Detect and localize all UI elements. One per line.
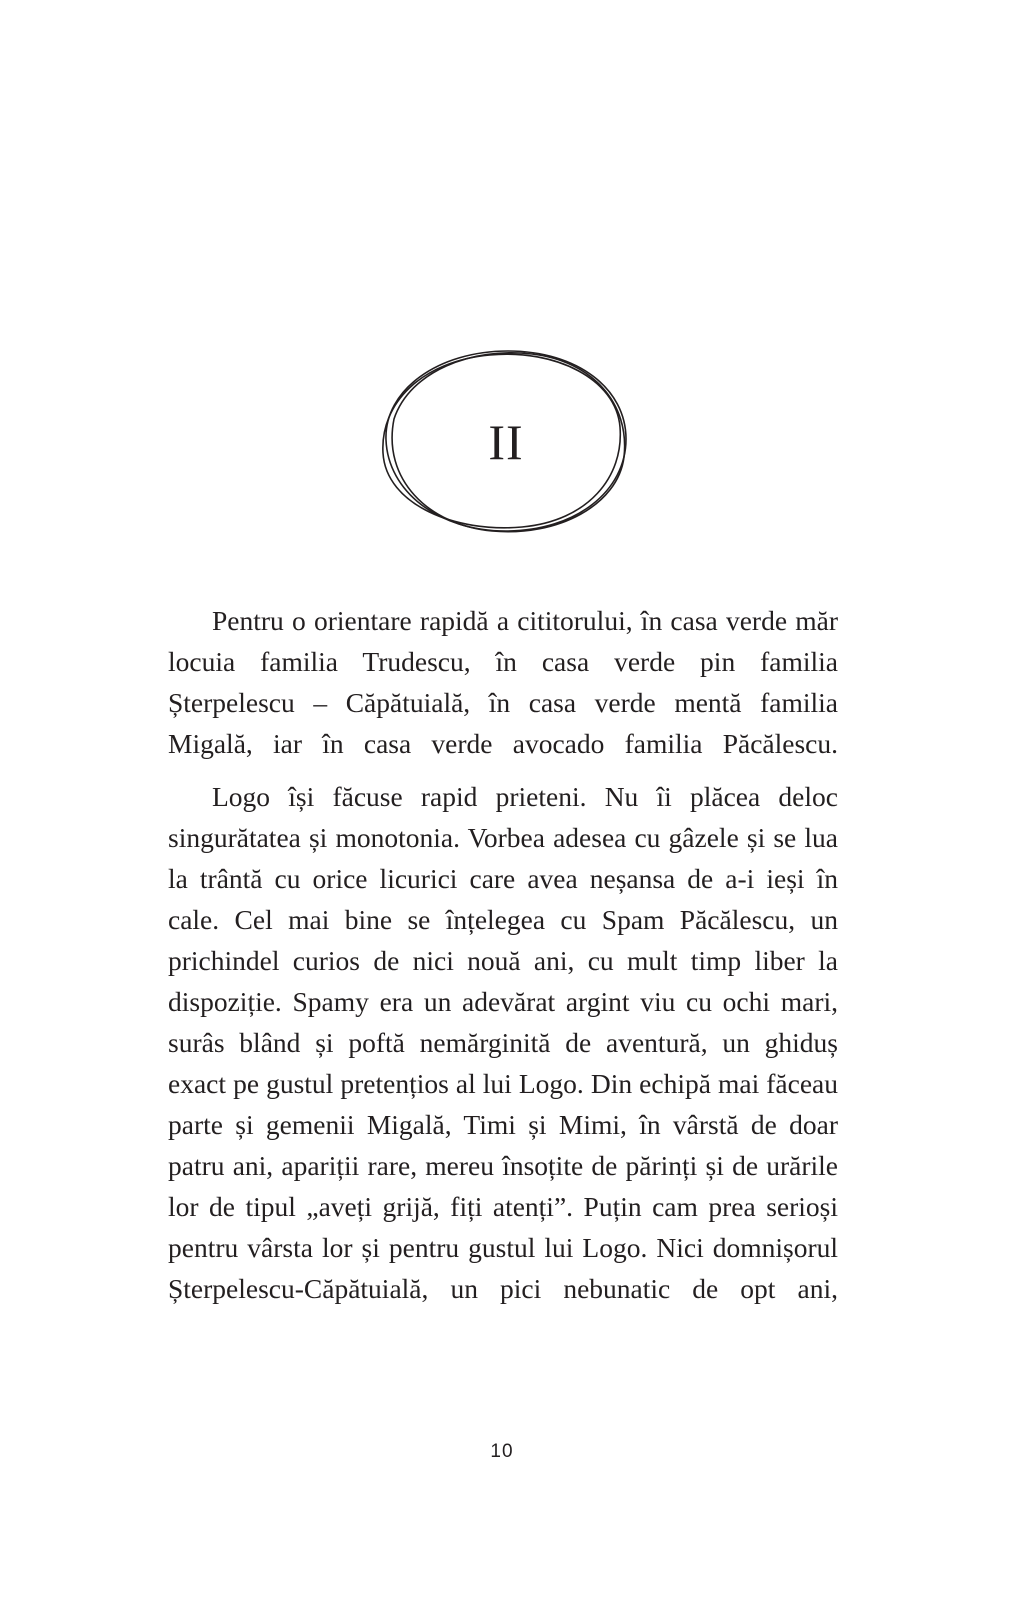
paragraph-1: Pentru o orientare rapidă a cititorului, în casa verde măr locuia familia Trudescu, în casa verde pin familia Șterpelescu – Căpătuială, în casa verde mentă familia Migală, iar în casa verde avocado familia Păcălescu. [168, 605, 838, 759]
chapter-body [168, 600, 838, 1321]
chapter-number: II [488, 414, 524, 470]
paragraph-2: Logo își făcuse rapid prieteni. Nu îi plăcea deloc singurătatea și monotonia. Vorbea adesea cu gâzele și se lua la trântă cu orice licurici care avea neșansa de a-i ieși în cale. Cel mai bine se înțelegea cu Spam Păcălescu, un prichindel curios de nici nouă ani, cu mult timp liber la dispoziție. Spamy era un adevărat argint viu cu ochi mari, surâs blând și poftă nemărginită de aventură, un ghiduș exact pe gustul pretențios al lui Logo. Din echipă mai făceau parte și gemenii Migală, Timi și Mimi, în vârstă de doar patru ani, apariții rare, mereu însoțite de părinți și de urările lor de tipul „aveți grijă, fiți atenți”. Puțin cam prea serioși pentru vârsta lor și pentru gustul lui Logo. Nici domnișorul Șterpelescu-Căpătuială, un pici nebunatic de opt ani, [168, 781, 838, 1304]
page-number: 10 [490, 1441, 514, 1462]
chapter-heading [380, 345, 632, 537]
